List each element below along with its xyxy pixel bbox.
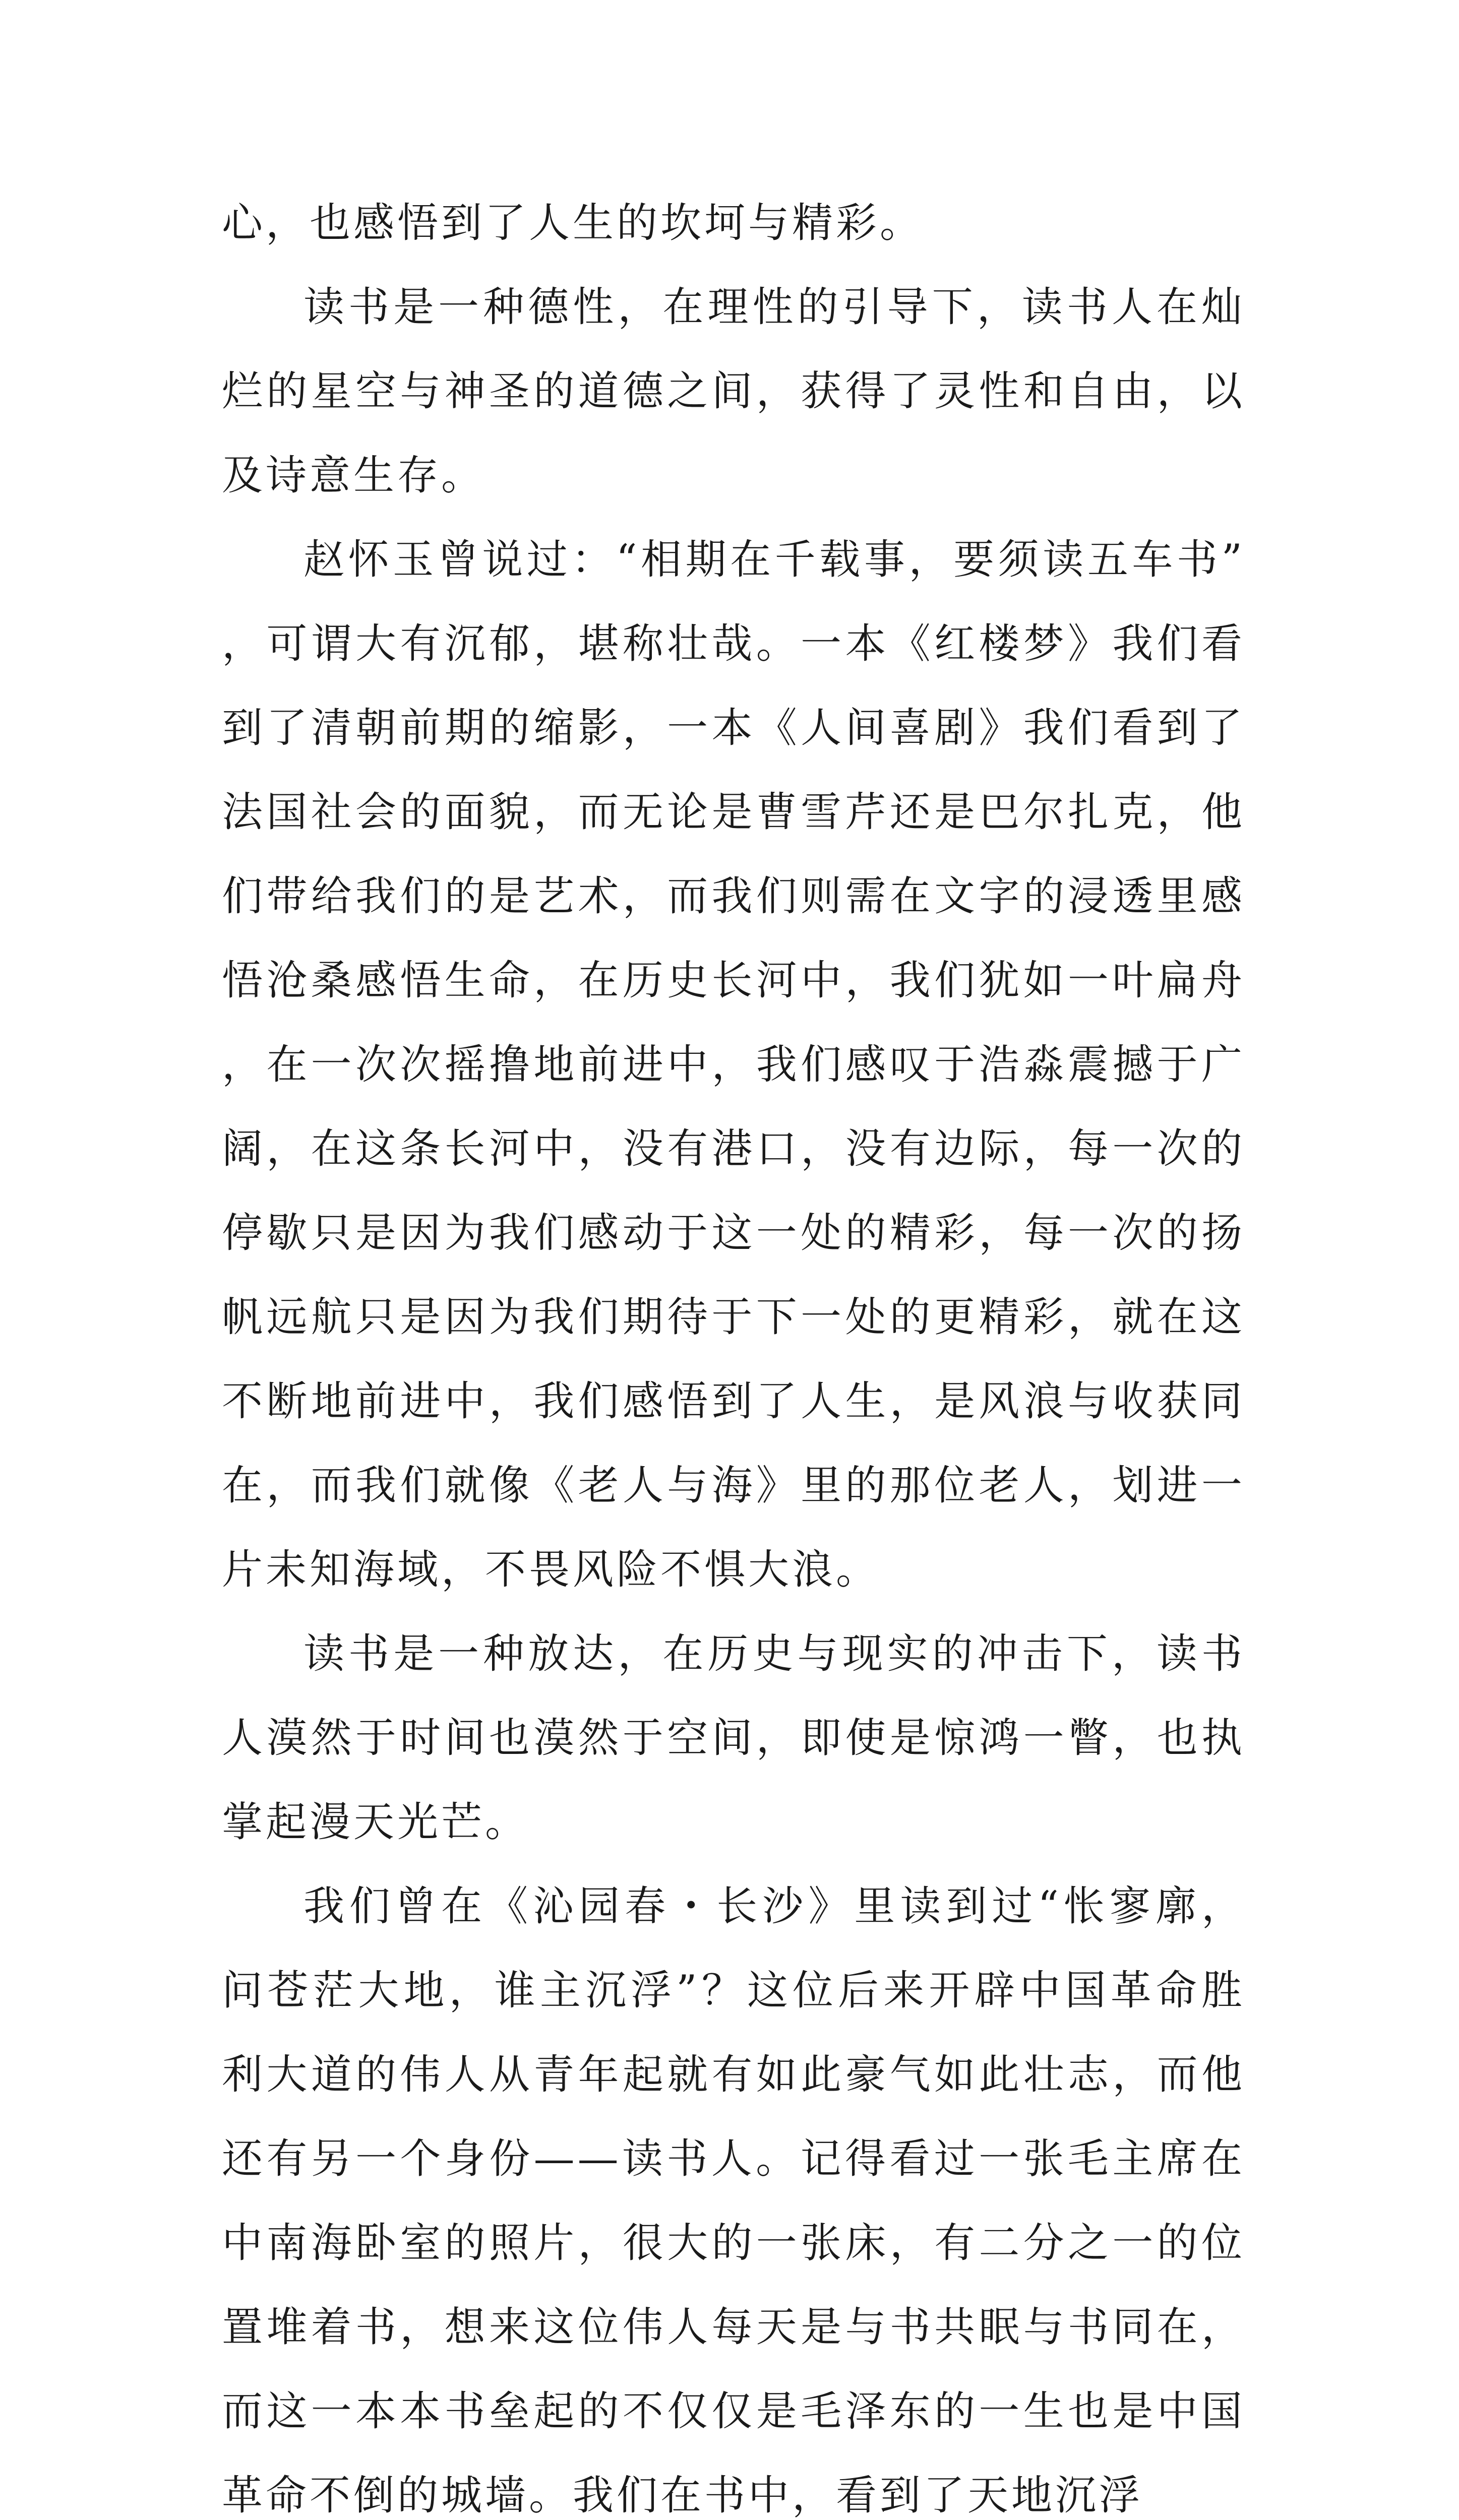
paragraph-zhao-huaiyu-quote: 赵怀玉曾说过：“相期在千载事，要须读五车书”，可谓大有沉郁，堪称壮哉。一本《红楼梦》我们看到了清朝前期的缩影，一本《人间喜剧》我们看到了法国社会的面貌，而无论是曹雪芹还是巴尔扎克，他们带给我们的是艺术，而我们则需在文字的浸透里感悟沧桑感悟生命，在历史长河中，我们犹如一叶扁舟，在一次次摇撸地前进中，我们感叹于浩淼震撼于广阔，在这条长河中，没有港口，没有边际，每一次的停歇只是因为我们感动于这一处的精彩，每一次的扬帆远航只是因为我们期待于下一处的更精彩，就在这不断地前进中，我们感悟到了人生，是风浪与收获同在，而我们就像《老人与海》里的那位老人，划进一片未知海域，不畏风险不惧大浪。: [222, 536, 1245, 1594]
body-text: [222, 181, 1245, 2520]
paragraph-reading-virtue: 读书是一种德性，在理性的引导下，读书人在灿烂的星空与神圣的道德之间，获得了灵性和自由，以及诗意生存。: [222, 284, 1245, 499]
paragraph-qinyuanchun-changsha: 我们曾在《沁园春・长沙》里读到过“怅寥廓，问苍茫大地，谁主沉浮”？这位后来开辟中国革命胜利大道的伟人从青年起就有如此豪气如此壮志，而他还有另一个身份——读书人。记得看过一张毛主席在中南海卧室的照片，很大的一张床，有二分之一的位置堆着书，想来这位伟人每天是与书共眠与书同在，而这一本本书垒起的不仅仅是毛泽东的一生也是中国革命不倒的城墙。我们在书中，看到了天地沉浮: [222, 1883, 1245, 2519]
paragraph-continuation: 心，也感悟到了人生的坎坷与精彩。: [222, 200, 924, 247]
paragraph-reading-openness: 读书是一种放达，在历史与现实的冲击下，读书人漠然于时间也漠然于空间，即使是惊鸿一瞥，也执掌起漫天光芒。: [222, 1630, 1245, 1846]
